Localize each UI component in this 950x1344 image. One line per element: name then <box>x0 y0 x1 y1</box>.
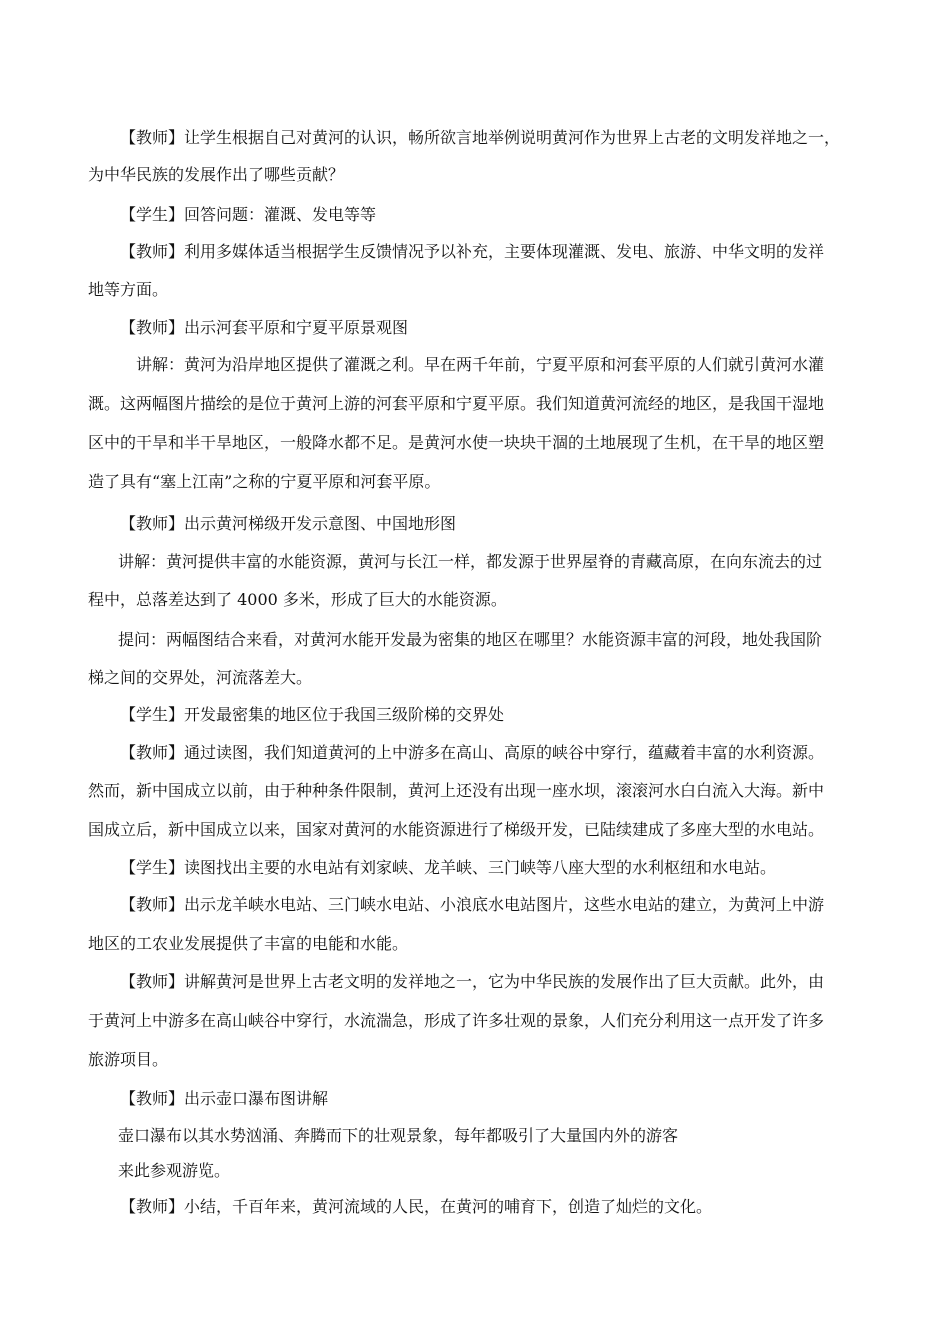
paragraph-line: 国成立后，新中国成立以来，国家对黄河的水能资源进行了梯级开发，已陆续建成了多座大型的水电站。 <box>88 820 825 839</box>
paragraph-line: 旅游项目。 <box>88 1050 169 1069</box>
paragraph-line: 【学生】回答问题：灌溉、发电等等 <box>120 205 377 224</box>
paragraph-line: 讲解：黄河提供丰富的水能资源，黄河与长江一样，都发源于世界屋脊的青藏高原，在向东流去的过 <box>118 552 823 571</box>
paragraph-line: 区中的干旱和半干旱地区，一般降水都不足。是黄河水使一块块干涸的土地展现了生机，在干旱的地区塑 <box>88 433 825 452</box>
paragraph-line: 然而，新中国成立以前，由于种种条件限制，黄河上还没有出现一座水坝，滚滚河水白白流入大海。新中 <box>88 781 825 800</box>
paragraph-line: 【教师】让学生根据自己对黄河的认识，畅所欲言地举例说明黄河作为世界上古老的文明发祥地之一， <box>120 128 841 147</box>
paragraph-line: 程中，总落差达到了 4000 多米，形成了巨大的水能资源。 <box>88 590 507 609</box>
paragraph-line: 【教师】利用多媒体适当根据学生反馈情况予以补充，主要体现灌溉、发电、旅游、中华文明的发祥 <box>120 242 825 261</box>
paragraph-line: 溉。这两幅图片描绘的是位于黄河上游的河套平原和宁夏平原。我们知道黄河流经的地区，是我国干湿地 <box>88 394 825 413</box>
paragraph-line: 【学生】开发最密集的地区位于我国三级阶梯的交界处 <box>120 705 505 724</box>
paragraph-line: 【教师】出示河套平原和宁夏平原景观图 <box>120 318 409 337</box>
paragraph-line: 提问：两幅图结合来看，对黄河水能开发最为密集的地区在哪里？水能资源丰富的河段，地处我国阶 <box>118 630 823 649</box>
paragraph-line: 地区的工农业发展提供了丰富的电能和水能。 <box>88 934 409 953</box>
paragraph-line: 地等方面。 <box>88 280 169 299</box>
paragraph-line: 梯之间的交界处，河流落差大。 <box>88 668 313 687</box>
paragraph-line: 【教师】出示龙羊峡水电站、三门峡水电站、小浪底水电站图片，这些水电站的建立，为黄河上中游 <box>120 895 825 914</box>
paragraph-line: 【教师】通过读图，我们知道黄河的上中游多在高山、高原的峡谷中穿行，蕴藏着丰富的水利资源。 <box>120 743 825 762</box>
paragraph-line: 【教师】出示黄河梯级开发示意图、中国地形图 <box>120 514 457 533</box>
paragraph-line: 于黄河上中游多在高山峡谷中穿行，水流湍急，形成了许多壮观的景象，人们充分利用这一点开发了许多 <box>88 1011 825 1030</box>
paragraph-line: 造了具有“塞上江南”之称的宁夏平原和河套平原。 <box>88 472 441 491</box>
paragraph-line: 【教师】出示壶口瀑布图讲解 <box>120 1089 329 1108</box>
paragraph-line: 【教师】讲解黄河是世界上古老文明的发祥地之一，它为中华民族的发展作出了巨大贡献。此外，由 <box>120 972 825 991</box>
paragraph-line: 【教师】小结，千百年来，黄河流域的人民，在黄河的哺育下，创造了灿烂的文化。 <box>120 1197 713 1216</box>
paragraph-line: 为中华民族的发展作出了哪些贡献？ <box>88 165 345 184</box>
paragraph-line: 来此参观游览。 <box>118 1161 231 1180</box>
paragraph-line: 讲解：黄河为沿岸地区提供了灌溉之利。早在两千年前，宁夏平原和河套平原的人们就引黄河水灌 <box>136 355 825 374</box>
paragraph-line: 【学生】读图找出主要的水电站有刘家峡、龙羊峡、三门峡等八座大型的水利枢纽和水电站。 <box>120 858 777 877</box>
paragraph-line: 壶口瀑布以其水势汹涌、奔腾而下的壮观景象，每年都吸引了大量国内外的游客 <box>118 1126 679 1145</box>
